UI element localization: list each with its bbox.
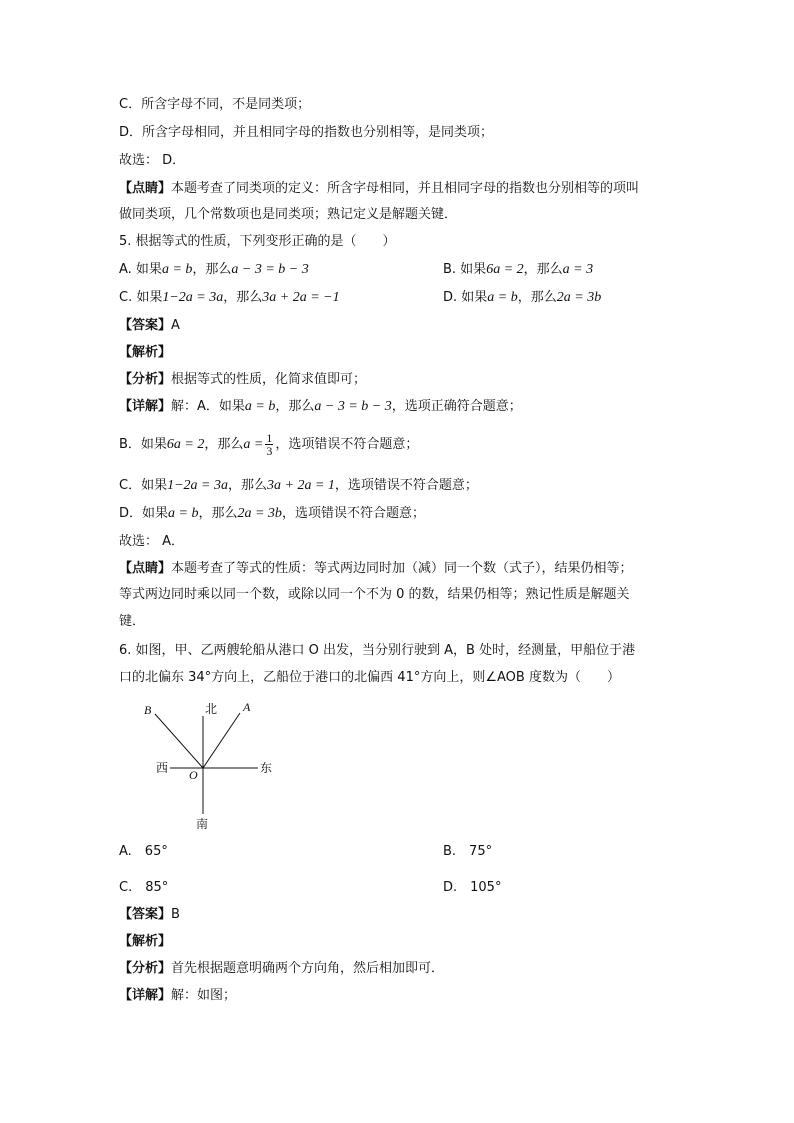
solution-line xyxy=(119,506,425,522)
math: a = b xyxy=(244,399,276,414)
text-line: 故选： D． xyxy=(119,153,186,168)
solution-text: ，选项正确符合题意； xyxy=(391,399,522,414)
text-line: 故选： A． xyxy=(119,534,185,549)
ray-oa xyxy=(203,713,240,768)
label-south: 南 xyxy=(196,817,209,831)
solution-text: 解：A．如果 xyxy=(171,399,245,414)
math: 3a + 2a = −1 xyxy=(262,290,340,305)
math: 1−2a = 3a xyxy=(167,478,228,493)
option-b: B. 75° xyxy=(443,844,493,859)
fraction-denominator: 3 xyxy=(266,444,273,458)
math: 2a = 3b xyxy=(237,506,282,521)
option-a: A. 65° xyxy=(119,844,168,859)
comment-text: 本题考查了同类项的定义：所含字母相同，并且相同字母的指数也分别相等的项叫 xyxy=(171,181,640,196)
solution-text: C．如果 xyxy=(119,478,168,493)
math: 6a = 2 xyxy=(486,262,524,277)
solution-line xyxy=(119,399,522,415)
question-stem: 6. 如图，甲、乙两艘轮船从港口 O 出发，当分别行驶到 A，B 处时，经测量，甲船位于港 xyxy=(119,643,636,658)
question-stem: 口的北偏东 34°方向上，乙船位于港口的北偏西 41°方向上，则∠AOB 度数为（ ） xyxy=(119,670,620,685)
option-b xyxy=(443,262,593,278)
solution-text: 解：如图； xyxy=(171,988,237,1003)
solution-text: ，那么 xyxy=(198,506,238,521)
text-line: 键． xyxy=(119,614,146,629)
option-d: D. 105° xyxy=(443,880,502,895)
solution-text: ，选项错误不符合题意； xyxy=(281,506,425,521)
answer-line xyxy=(119,907,180,923)
text-line: 做同类项，几个常数项也是同类项；熟记定义是解题关键． xyxy=(119,207,458,222)
fraction-numerator: 1 xyxy=(266,431,273,445)
analysis-tag: 【解析】 xyxy=(119,934,172,949)
label-north: 北 xyxy=(205,702,218,716)
option-label: B. 如果 xyxy=(443,262,487,277)
label-west: 西 xyxy=(156,761,169,775)
option-a xyxy=(119,262,309,278)
label-o: O xyxy=(189,768,198,782)
solution-tag: 【详解】 xyxy=(119,988,172,1003)
label-a: A xyxy=(243,700,251,714)
comment-text: 本题考查了等式的性质：等式两边同时加（减）同一个数（式子），结果仍相等； xyxy=(171,561,633,576)
comment-tag: 【点睛】 xyxy=(119,561,172,576)
text-line: D．所含字母相同，并且相同字母的指数也分别相等，是同类项； xyxy=(119,125,494,140)
option-text: ，那么 xyxy=(223,290,263,305)
math: a − 3 = b − 3 xyxy=(314,399,392,414)
math: a = b xyxy=(161,262,193,277)
math: 1−2a = 3a xyxy=(162,290,224,305)
analysis-line xyxy=(119,372,366,388)
solution-text: ，选项错误不符合题意； xyxy=(334,478,478,493)
math: 3a + 2a = 1 xyxy=(267,478,335,493)
option-text: ，那么 xyxy=(517,290,557,305)
solution-text: ，那么 xyxy=(227,478,267,493)
answer-value: A xyxy=(171,318,180,333)
option-label: A. 如果 xyxy=(119,262,162,277)
answer-value: B xyxy=(171,907,180,922)
math: a − 3 = b − 3 xyxy=(231,262,309,277)
comment-tag: 【点睛】 xyxy=(119,181,172,196)
option-label: C. 如果 xyxy=(119,290,163,305)
math: a = xyxy=(243,437,264,452)
answer-tag: 【答案】 xyxy=(119,318,172,333)
solution-text: ，那么 xyxy=(275,399,315,414)
solution-tag: 【详解】 xyxy=(119,399,172,414)
option-c xyxy=(119,290,340,306)
analysis-text: 首先根据题意明确两个方向角，然后相加即可． xyxy=(171,961,445,976)
option-label: D. 如果 xyxy=(443,290,488,305)
solution-text: D．如果 xyxy=(119,506,169,521)
answer-line xyxy=(119,318,180,334)
math: a = b xyxy=(487,290,518,305)
math: 2a = 3b xyxy=(556,290,602,305)
solution-line xyxy=(119,988,236,1004)
solution-text: B．如果 xyxy=(119,437,167,452)
solution-line xyxy=(119,430,418,460)
text-line: 等式两边同时乘以同一个数，或除以同一个不为 0 的数，结果仍相等；熟记性质是解题关 xyxy=(119,587,630,602)
math: a = 3 xyxy=(562,262,594,277)
math: 6a = 2 xyxy=(166,437,205,452)
option-text: ，那么 xyxy=(192,262,232,277)
text-line: C．所含字母不同，不是同类项； xyxy=(119,97,311,112)
analysis-sub-tag: 【分析】 xyxy=(119,961,172,976)
answer-tag: 【答案】 xyxy=(119,907,172,922)
solution-text: ，那么 xyxy=(204,437,244,452)
analysis-tag: 【解析】 xyxy=(119,345,172,360)
comment-line xyxy=(119,561,633,577)
question-stem: 5. 根据等式的性质，下列变形正确的是（ ） xyxy=(119,234,396,249)
analysis-text: 根据等式的性质，化简求值即可； xyxy=(171,372,367,387)
label-east: 东 xyxy=(260,761,273,775)
solution-line xyxy=(119,478,478,494)
ray-ob xyxy=(155,714,203,768)
option-c: C. 85° xyxy=(119,880,169,895)
math: a = b xyxy=(168,506,199,521)
solution-text: ，选项错误不符合题意； xyxy=(275,437,419,452)
analysis-line xyxy=(119,961,444,977)
fraction xyxy=(265,432,273,457)
option-text: ，那么 xyxy=(523,262,563,277)
option-d xyxy=(443,290,601,306)
label-b: B xyxy=(144,703,152,717)
analysis-sub-tag: 【分析】 xyxy=(119,372,172,387)
comment-line xyxy=(119,181,639,197)
direction-diagram xyxy=(144,700,280,832)
